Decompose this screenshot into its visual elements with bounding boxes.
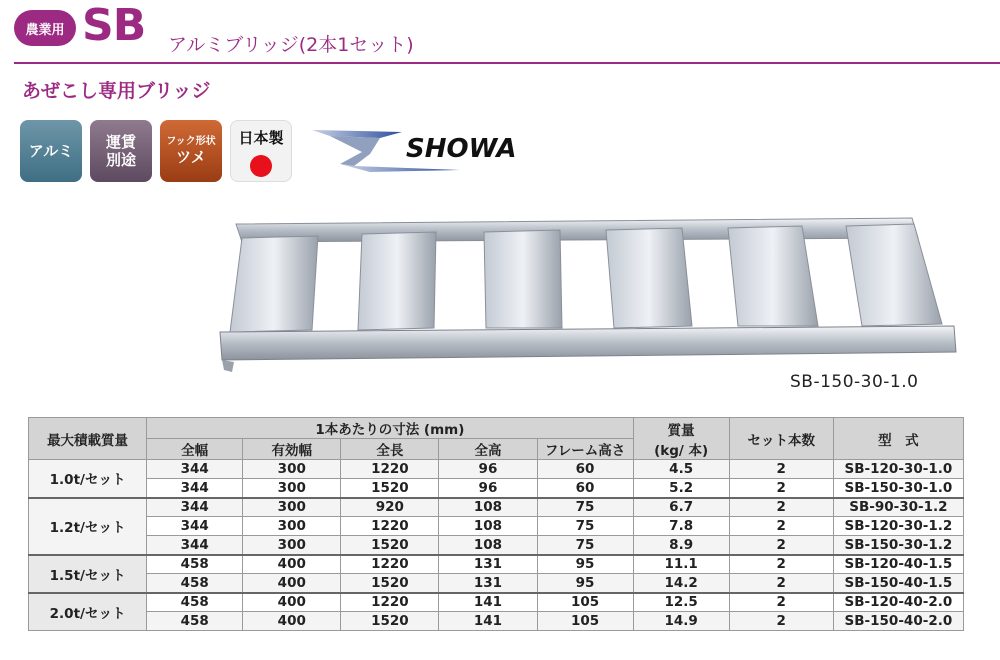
table-cell: 2 bbox=[729, 460, 833, 479]
bridge-product-image bbox=[212, 212, 972, 382]
table-cell: 300 bbox=[243, 517, 341, 536]
table-cell: 2 bbox=[729, 536, 833, 555]
header-dimensions: 1本あたりの寸法 (mm) bbox=[147, 418, 633, 439]
showa-logo bbox=[310, 124, 570, 176]
table-cell: SB-90-30-1.2 bbox=[833, 498, 963, 517]
hook-shape-badge-icon bbox=[160, 120, 222, 182]
shipping-line2: 別途 bbox=[105, 151, 136, 169]
table-cell: 920 bbox=[341, 498, 439, 517]
table-cell: 400 bbox=[243, 574, 341, 593]
table-cell: SB-150-30-1.0 bbox=[833, 479, 963, 498]
max-load-cell: 1.2t/セット bbox=[29, 498, 147, 555]
max-load-cell: 1.5t/セット bbox=[29, 555, 147, 593]
header-mass bbox=[633, 418, 729, 460]
logo-text: SHOWA bbox=[406, 134, 517, 164]
table-cell: 75 bbox=[537, 517, 633, 536]
table-cell: 300 bbox=[243, 536, 341, 555]
table-cell: 75 bbox=[537, 536, 633, 555]
table-cell: 75 bbox=[537, 498, 633, 517]
table-cell: SB-150-30-1.2 bbox=[833, 536, 963, 555]
table-cell: 108 bbox=[439, 517, 537, 536]
image-caption: SB-150-30-1.0 bbox=[790, 372, 919, 392]
header-mass-line2: (kg/ 本) bbox=[654, 442, 709, 459]
table-cell: 60 bbox=[537, 479, 633, 498]
table-row bbox=[29, 479, 964, 498]
table-cell: SB-150-40-1.5 bbox=[833, 574, 963, 593]
table-cell: 131 bbox=[439, 555, 537, 574]
table-cell: 2 bbox=[729, 612, 833, 631]
max-load-cell: 1.0t/セット bbox=[29, 460, 147, 498]
header-divider bbox=[14, 62, 1000, 64]
table-cell: 344 bbox=[147, 460, 243, 479]
table-cell: 105 bbox=[537, 612, 633, 631]
hook-line1: フック形状 bbox=[166, 136, 216, 147]
table-cell: 105 bbox=[537, 593, 633, 612]
table-cell: 96 bbox=[439, 460, 537, 479]
japan-flag-icon bbox=[250, 155, 272, 177]
table-cell: 14.9 bbox=[633, 612, 729, 631]
table-cell: 1220 bbox=[341, 517, 439, 536]
table-cell: 1520 bbox=[341, 574, 439, 593]
table-cell: 458 bbox=[147, 612, 243, 631]
header-effective-width: 有効幅 bbox=[243, 439, 341, 460]
series-subtitle: アルミブリッジ(2本1セット) bbox=[168, 34, 414, 56]
japan-label: 日本製 bbox=[238, 129, 284, 147]
table-cell: 14.2 bbox=[633, 574, 729, 593]
header-model: 型 式 bbox=[833, 418, 963, 460]
header-length: 全長 bbox=[341, 439, 439, 460]
table-cell: 6.7 bbox=[633, 498, 729, 517]
table-cell: SB-120-40-1.5 bbox=[833, 555, 963, 574]
table-cell: 95 bbox=[537, 555, 633, 574]
table-cell: 131 bbox=[439, 574, 537, 593]
table-cell: 2 bbox=[729, 517, 833, 536]
table-cell: 95 bbox=[537, 574, 633, 593]
made-in-japan-badge-icon bbox=[230, 120, 292, 182]
feature-title: あぜこし専用ブリッジ bbox=[22, 80, 211, 102]
table-cell: 400 bbox=[243, 555, 341, 574]
table-cell: SB-120-30-1.2 bbox=[833, 517, 963, 536]
header bbox=[0, 0, 1000, 66]
table-row bbox=[29, 460, 964, 479]
table-cell: 458 bbox=[147, 574, 243, 593]
table-cell: 300 bbox=[243, 479, 341, 498]
table-cell: 141 bbox=[439, 593, 537, 612]
table-cell: 4.5 bbox=[633, 460, 729, 479]
table-cell: 344 bbox=[147, 536, 243, 555]
table-row bbox=[29, 612, 964, 631]
aluminum-label: アルミ bbox=[28, 142, 74, 160]
table-cell: SB-120-40-2.0 bbox=[833, 593, 963, 612]
table-cell: 5.2 bbox=[633, 479, 729, 498]
table-cell: 344 bbox=[147, 498, 243, 517]
header-max-load: 最大積載質量 bbox=[29, 418, 147, 460]
table-cell: 8.9 bbox=[633, 536, 729, 555]
table-cell: 108 bbox=[439, 536, 537, 555]
table-cell: SB-150-40-2.0 bbox=[833, 612, 963, 631]
shipping-line1: 運賃 bbox=[105, 133, 136, 151]
table-cell: 11.1 bbox=[633, 555, 729, 574]
header-set-count: セット本数 bbox=[729, 418, 833, 460]
table-cell: 2 bbox=[729, 479, 833, 498]
table-cell: 1520 bbox=[341, 612, 439, 631]
hook-line2: ツメ bbox=[176, 148, 206, 166]
header-width: 全幅 bbox=[147, 439, 243, 460]
table-cell: 400 bbox=[243, 593, 341, 612]
table-cell: 300 bbox=[243, 498, 341, 517]
spec-table bbox=[28, 417, 964, 631]
table-row bbox=[29, 574, 964, 593]
table-cell: 1520 bbox=[341, 479, 439, 498]
table-row bbox=[29, 517, 964, 536]
table-cell: 12.5 bbox=[633, 593, 729, 612]
table-cell: 2 bbox=[729, 593, 833, 612]
table-cell: 141 bbox=[439, 612, 537, 631]
table-cell: 300 bbox=[243, 460, 341, 479]
category-badge: 農業用 bbox=[14, 10, 76, 46]
table-cell: 2 bbox=[729, 498, 833, 517]
header-frame-height: フレーム高さ bbox=[537, 439, 633, 460]
table-row bbox=[29, 498, 964, 517]
table-cell: 7.8 bbox=[633, 517, 729, 536]
max-load-cell: 2.0t/セット bbox=[29, 593, 147, 631]
table-cell: 344 bbox=[147, 517, 243, 536]
table-cell: 400 bbox=[243, 612, 341, 631]
table-row bbox=[29, 593, 964, 612]
table-cell: 108 bbox=[439, 498, 537, 517]
table-cell: 344 bbox=[147, 479, 243, 498]
table-cell: 60 bbox=[537, 460, 633, 479]
header-height: 全高 bbox=[439, 439, 537, 460]
table-cell: 1220 bbox=[341, 460, 439, 479]
table-cell: SB-120-30-1.0 bbox=[833, 460, 963, 479]
table-cell: 1220 bbox=[341, 555, 439, 574]
table-cell: 2 bbox=[729, 574, 833, 593]
table-cell: 1520 bbox=[341, 536, 439, 555]
table-cell: 458 bbox=[147, 593, 243, 612]
series-title: SB bbox=[82, 0, 146, 51]
table-cell: 96 bbox=[439, 479, 537, 498]
table-row bbox=[29, 536, 964, 555]
header-mass-line1: 質量 bbox=[667, 422, 695, 439]
table-cell: 2 bbox=[729, 555, 833, 574]
table-row bbox=[29, 555, 964, 574]
table-cell: 1220 bbox=[341, 593, 439, 612]
aluminum-badge-icon bbox=[20, 120, 82, 182]
table-cell: 458 bbox=[147, 555, 243, 574]
shipping-separate-badge-icon bbox=[90, 120, 152, 182]
